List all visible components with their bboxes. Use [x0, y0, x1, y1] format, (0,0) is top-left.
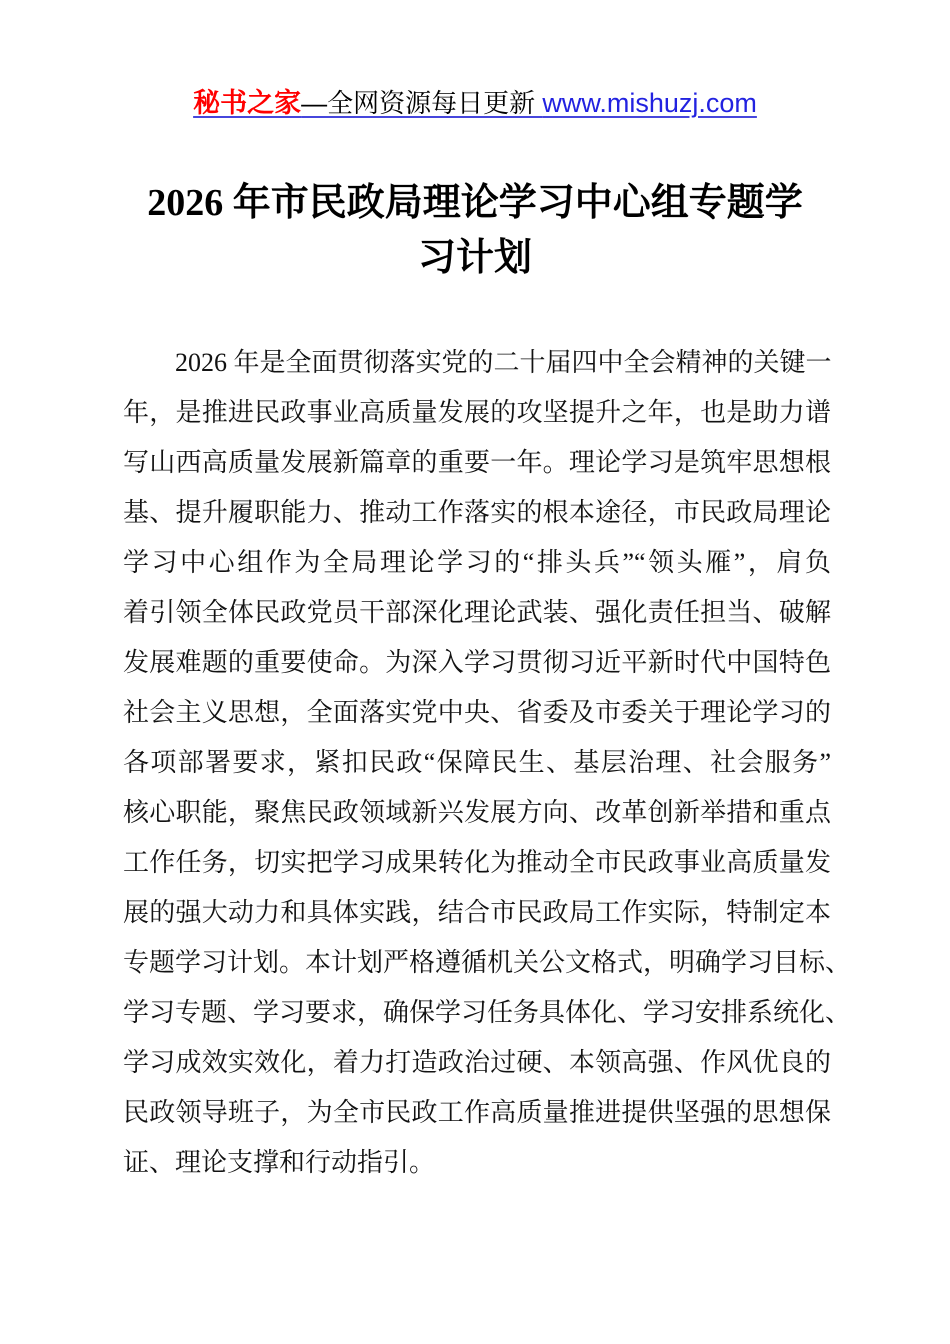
paragraph-line: 证、理论支撑和行动指引。 — [123, 1148, 436, 1177]
site-url-link[interactable]: www.mishuzj.com — [542, 88, 757, 118]
paragraph-line: 各项部署要求，紧扣民政“保障民生、基层治理、社会服务” — [123, 748, 831, 777]
paragraph-line: 2026 年是全面贯彻落实党的二十届四中全会精神的关键一 — [175, 348, 832, 377]
document-title: 2026 年市民政局理论学习中心组专题学习计划 — [147, 182, 803, 279]
paragraph-line: 工作任务，切实把学习成果转化为推动全市民政事业高质量发 — [123, 848, 831, 877]
site-header — [0, 86, 950, 120]
paragraph-line: 专题学习计划。本计划严格遵循机关公文格式，明确学习目标、 — [123, 948, 852, 977]
paragraph-line: 学习专题、学习要求，确保学习任务具体化、学习安排系统化、 — [123, 998, 852, 1027]
paragraph-line: 展的强大动力和具体实践，结合市民政局工作实际，特制定本 — [123, 898, 831, 927]
paragraph-line: 写山西高质量发展新篇章的重要一年。理论学习是筑牢思想根 — [123, 448, 831, 477]
paragraph-line: 年，是推进民政事业高质量发展的攻坚提升之年，也是助力谱 — [123, 398, 831, 427]
site-name: 秘书之家 — [193, 88, 302, 118]
paragraph-line: 学习中心组作为全局理论学习的“排头兵”“领头雁”，肩负 — [123, 548, 831, 577]
paragraph-line: 基、提升履职能力、推动工作落实的根本途径，市民政局理论 — [123, 498, 831, 527]
paragraph-line: 学习成效实效化，着力打造政治过硬、本领高强、作风优良的 — [123, 1048, 831, 1077]
paragraph-line: 民政领导班子，为全市民政工作高质量推进提供坚强的思想保 — [123, 1098, 831, 1127]
paragraph-line: 社会主义思想，全面落实党中央、省委及市委关于理论学习的 — [123, 698, 831, 727]
paragraph-line: 发展难题的重要使命。为深入学习贯彻习近平新时代中国特色 — [123, 648, 831, 677]
site-tagline: —全网资源每日更新 — [301, 88, 543, 118]
paragraph-line: 着引领全体民政党员干部深化理论武装、强化责任担当、破解 — [123, 598, 831, 627]
body-paragraph — [123, 338, 852, 1188]
site-header-line — [193, 88, 757, 118]
paragraph-line: 核心职能，聚焦民政领域新兴发展方向、改革创新举措和重点 — [123, 798, 831, 827]
